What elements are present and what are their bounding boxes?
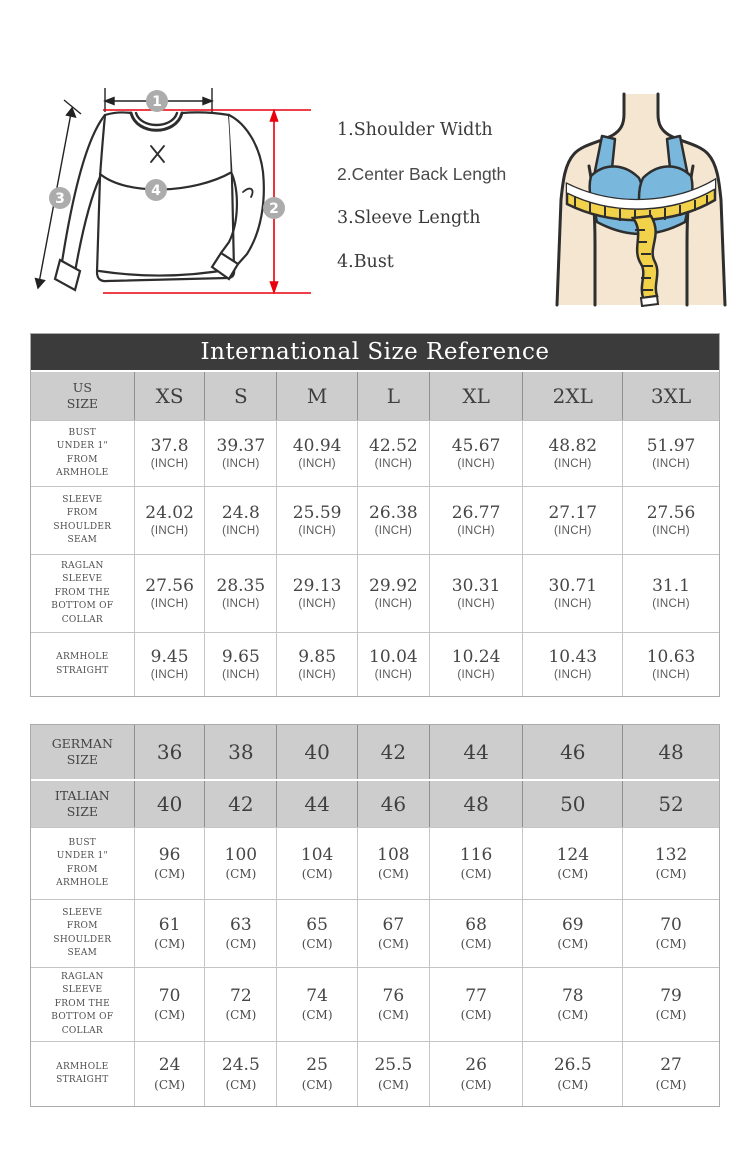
measure-label: ARMHOLE STRAIGHT bbox=[56, 652, 109, 676]
size-value-cell bbox=[204, 900, 276, 967]
size-column-header bbox=[276, 372, 357, 420]
table-row bbox=[31, 420, 719, 486]
size-value-cell bbox=[134, 633, 205, 696]
size-value: 9.45 bbox=[150, 646, 189, 667]
svg-text:2: 2 bbox=[269, 201, 279, 217]
cm-table-body bbox=[31, 725, 719, 1106]
size-value-cell bbox=[429, 968, 523, 1041]
size-value: 29.13 bbox=[292, 575, 342, 596]
unit-label: (INCH) bbox=[150, 458, 189, 471]
unit-label: (INCH) bbox=[298, 458, 336, 471]
size-value-cell bbox=[522, 900, 622, 967]
unit-label: (CM) bbox=[225, 1077, 257, 1092]
size-letter: 3XL bbox=[650, 384, 692, 408]
table-row bbox=[31, 899, 719, 967]
marker-3-badge bbox=[49, 187, 71, 209]
size-value: 10.63 bbox=[646, 646, 696, 667]
measure-label: BUST UNDER 1" FROM ARMHOLE bbox=[56, 837, 109, 888]
unit-label: (CM) bbox=[557, 937, 589, 952]
size-value-cell bbox=[357, 421, 429, 486]
measure-label: RAGLAN SLEEVE FROM THE BOTTOM OF COLLAR bbox=[51, 560, 114, 625]
unit-label: (INCH) bbox=[457, 669, 495, 682]
unit-label: (INCH) bbox=[374, 669, 413, 682]
size-value-cell bbox=[429, 487, 523, 554]
size-value: 26.38 bbox=[369, 502, 418, 523]
size-value: 61 bbox=[158, 914, 181, 935]
size-value-cell bbox=[276, 555, 357, 632]
legend-item-center-back-length: 2.Center Back Length bbox=[337, 164, 507, 184]
unit-label: (INCH) bbox=[150, 669, 189, 682]
size-value: 72 bbox=[230, 985, 252, 1006]
size-number: 48 bbox=[463, 792, 489, 816]
size-value-cell bbox=[622, 968, 719, 1041]
size-value: 26 bbox=[465, 1055, 487, 1076]
unit-label: (CM) bbox=[154, 867, 186, 882]
size-value-cell bbox=[204, 1042, 276, 1106]
unit-label: (INCH) bbox=[222, 598, 260, 611]
size-column-header bbox=[429, 725, 523, 779]
size-value-cell bbox=[622, 828, 719, 899]
size-value: 30.31 bbox=[451, 575, 501, 596]
size-number: 40 bbox=[304, 740, 330, 764]
unit-label: (INCH) bbox=[150, 598, 189, 611]
size-number: 44 bbox=[304, 792, 330, 816]
size-value-cell bbox=[357, 487, 429, 554]
table-title: International Size Reference bbox=[31, 334, 719, 372]
unit-label: (CM) bbox=[377, 937, 409, 952]
size-value-cell bbox=[357, 1042, 429, 1106]
size-row-label bbox=[31, 421, 134, 486]
size-value-cell bbox=[134, 1042, 205, 1106]
table-row bbox=[31, 372, 719, 420]
shirt-drawing bbox=[55, 112, 264, 290]
size-value: 96 bbox=[158, 844, 181, 865]
size-value-cell bbox=[429, 555, 523, 632]
size-value: 31.1 bbox=[652, 575, 690, 596]
unit-label: (INCH) bbox=[652, 598, 690, 611]
size-value-cell bbox=[276, 828, 357, 899]
size-value: 24 bbox=[158, 1055, 181, 1076]
size-value-cell bbox=[429, 633, 523, 696]
size-value: 10.24 bbox=[451, 646, 501, 667]
size-value: 26.5 bbox=[553, 1055, 592, 1076]
size-value: 27.56 bbox=[145, 575, 194, 596]
size-row-label bbox=[31, 781, 134, 827]
size-value: 40.94 bbox=[292, 435, 342, 456]
size-value: 76 bbox=[382, 985, 405, 1006]
size-value-cell bbox=[622, 633, 719, 696]
unit-label: (INCH) bbox=[457, 458, 495, 471]
us-size-label: US SIZE bbox=[66, 380, 98, 411]
table-row bbox=[31, 967, 719, 1041]
measure-label: SLEEVE FROM SHOULDER SEAM bbox=[53, 907, 112, 958]
unit-label: (INCH) bbox=[150, 525, 189, 538]
unit-label: (INCH) bbox=[374, 598, 413, 611]
unit-label: (CM) bbox=[225, 867, 257, 882]
size-value-cell bbox=[522, 968, 622, 1041]
size-row-label bbox=[31, 1042, 134, 1106]
size-value: 10.43 bbox=[548, 646, 598, 667]
size-column-header bbox=[429, 372, 523, 420]
size-number: 36 bbox=[156, 740, 183, 764]
unit-label: (CM) bbox=[655, 1008, 687, 1023]
unit-label: (CM) bbox=[301, 1008, 333, 1023]
size-value: 78 bbox=[561, 985, 584, 1006]
svg-text:3: 3 bbox=[55, 191, 65, 207]
marker-4-badge bbox=[145, 179, 167, 201]
unit-label: (INCH) bbox=[554, 669, 592, 682]
size-letter: XS bbox=[155, 384, 184, 408]
size-value-cell bbox=[357, 900, 429, 967]
size-value: 132 bbox=[654, 844, 688, 865]
size-value: 27.56 bbox=[646, 502, 696, 523]
size-number: 50 bbox=[560, 792, 586, 816]
size-value-cell bbox=[357, 633, 429, 696]
size-value: 25 bbox=[306, 1055, 328, 1076]
size-value-cell bbox=[622, 1042, 719, 1106]
size-value: 124 bbox=[556, 844, 590, 865]
size-value: 70 bbox=[660, 914, 682, 935]
size-value-cell bbox=[204, 487, 276, 554]
size-value: 37.8 bbox=[150, 435, 189, 456]
table-row bbox=[31, 827, 719, 899]
inch-size-table bbox=[30, 333, 720, 697]
size-value-cell bbox=[134, 555, 205, 632]
size-value: 104 bbox=[300, 844, 334, 865]
size-value-cell bbox=[622, 487, 719, 554]
unit-label: (CM) bbox=[557, 1008, 589, 1023]
size-value: 27 bbox=[660, 1055, 682, 1076]
measurement-legend bbox=[337, 120, 552, 296]
size-row-label bbox=[31, 555, 134, 632]
size-value-cell bbox=[522, 487, 622, 554]
size-row-label bbox=[31, 968, 134, 1041]
size-value-cell bbox=[522, 555, 622, 632]
size-value-cell bbox=[204, 555, 276, 632]
unit-label: (CM) bbox=[557, 867, 589, 882]
size-letter: L bbox=[386, 384, 401, 408]
marker-1-badge bbox=[146, 90, 168, 112]
size-value-cell bbox=[622, 555, 719, 632]
size-value-cell bbox=[429, 421, 523, 486]
size-value-cell bbox=[204, 828, 276, 899]
size-value: 42.52 bbox=[369, 435, 418, 456]
unit-label: (INCH) bbox=[554, 598, 592, 611]
size-column-header bbox=[357, 372, 429, 420]
table-row bbox=[31, 779, 719, 827]
size-value-cell bbox=[357, 828, 429, 899]
size-value-cell bbox=[276, 487, 357, 554]
size-value: 24.02 bbox=[145, 502, 194, 523]
table-row bbox=[31, 632, 719, 696]
unit-label: (CM) bbox=[557, 1077, 589, 1092]
size-value-cell bbox=[276, 900, 357, 967]
size-column-header bbox=[204, 781, 276, 827]
size-value-cell bbox=[522, 421, 622, 486]
unit-label: (CM) bbox=[301, 867, 333, 882]
size-value: 10.04 bbox=[369, 646, 418, 667]
size-number: 48 bbox=[658, 740, 684, 764]
size-column-header bbox=[522, 781, 622, 827]
size-value: 9.65 bbox=[221, 646, 260, 667]
unit-label: (INCH) bbox=[298, 598, 336, 611]
unit-label: (CM) bbox=[655, 937, 687, 952]
size-column-header bbox=[429, 781, 523, 827]
size-value-cell bbox=[134, 828, 205, 899]
size-system-label: ITALIAN SIZE bbox=[54, 788, 110, 819]
size-value: 39.37 bbox=[216, 435, 266, 456]
inch-table-body bbox=[31, 372, 719, 696]
unit-label: (CM) bbox=[377, 1077, 409, 1092]
size-column-header bbox=[622, 372, 719, 420]
unit-label: (INCH) bbox=[652, 525, 690, 538]
unit-label: (CM) bbox=[154, 1077, 186, 1092]
size-value-cell bbox=[276, 1042, 357, 1106]
unit-label: (CM) bbox=[225, 937, 257, 952]
unit-label: (CM) bbox=[377, 867, 409, 882]
size-column-header bbox=[522, 372, 622, 420]
size-value-cell bbox=[134, 421, 205, 486]
size-value-cell bbox=[522, 633, 622, 696]
size-column-header bbox=[276, 781, 357, 827]
size-value: 74 bbox=[306, 985, 328, 1006]
svg-text:1: 1 bbox=[152, 94, 162, 110]
size-value-cell bbox=[276, 633, 357, 696]
unit-label: (INCH) bbox=[374, 458, 413, 471]
size-value-cell bbox=[429, 1042, 523, 1106]
size-value-cell bbox=[204, 968, 276, 1041]
size-value: 68 bbox=[465, 914, 487, 935]
unit-label: (INCH) bbox=[374, 525, 413, 538]
size-value: 28.35 bbox=[216, 575, 266, 596]
unit-label: (INCH) bbox=[457, 525, 495, 538]
size-value: 25.59 bbox=[292, 502, 342, 523]
size-value-cell bbox=[429, 828, 523, 899]
size-value: 48.82 bbox=[548, 435, 598, 456]
size-value-cell bbox=[622, 900, 719, 967]
size-value-cell bbox=[522, 1042, 622, 1106]
size-value-cell bbox=[276, 421, 357, 486]
size-column-header bbox=[622, 725, 719, 779]
svg-text:4: 4 bbox=[151, 183, 161, 199]
size-value: 29.92 bbox=[369, 575, 418, 596]
unit-label: (INCH) bbox=[222, 458, 260, 471]
unit-label: (CM) bbox=[655, 867, 687, 882]
size-value-cell bbox=[204, 633, 276, 696]
size-row-label bbox=[31, 828, 134, 899]
unit-label: (INCH) bbox=[554, 458, 592, 471]
size-value: 69 bbox=[561, 914, 584, 935]
unit-label: (CM) bbox=[225, 1008, 257, 1023]
size-number: 46 bbox=[380, 792, 407, 816]
size-letter: XL bbox=[462, 384, 490, 408]
size-number: 46 bbox=[560, 740, 586, 764]
size-column-header bbox=[134, 372, 205, 420]
cm-size-table bbox=[30, 724, 720, 1107]
size-value-cell bbox=[204, 421, 276, 486]
size-letter: M bbox=[306, 384, 328, 408]
size-value: 24.8 bbox=[221, 502, 260, 523]
size-value-cell bbox=[134, 487, 205, 554]
size-value-cell bbox=[622, 421, 719, 486]
unit-label: (CM) bbox=[460, 937, 492, 952]
size-row-label bbox=[31, 725, 134, 779]
unit-label: (CM) bbox=[460, 867, 492, 882]
size-system-label: GERMAN SIZE bbox=[51, 736, 113, 767]
unit-label: (CM) bbox=[460, 1077, 492, 1092]
size-value-cell bbox=[276, 968, 357, 1041]
size-number: 40 bbox=[156, 792, 183, 816]
legend-item-shoulder-width: 1.Shoulder Width bbox=[337, 120, 493, 140]
size-column-header bbox=[276, 725, 357, 779]
size-value: 51.97 bbox=[646, 435, 696, 456]
unit-label: (CM) bbox=[655, 1077, 687, 1092]
bust-measuring-illustration bbox=[545, 92, 737, 307]
size-number: 42 bbox=[228, 792, 254, 816]
size-value-cell bbox=[357, 968, 429, 1041]
size-letter: S bbox=[234, 384, 248, 408]
size-row-label bbox=[31, 900, 134, 967]
size-value: 67 bbox=[382, 914, 405, 935]
size-value: 30.71 bbox=[548, 575, 598, 596]
table-row bbox=[31, 554, 719, 632]
unit-label: (CM) bbox=[301, 1077, 333, 1092]
table-row bbox=[31, 1041, 719, 1106]
size-value-cell bbox=[357, 555, 429, 632]
size-number: 42 bbox=[380, 740, 407, 764]
size-value: 100 bbox=[224, 844, 258, 865]
size-row-label bbox=[31, 487, 134, 554]
size-row-label bbox=[31, 633, 134, 696]
unit-label: (CM) bbox=[301, 937, 333, 952]
size-letter: 2XL bbox=[552, 384, 593, 408]
size-value: 70 bbox=[158, 985, 181, 1006]
size-value: 63 bbox=[230, 914, 252, 935]
legend-item-bust: 4.Bust bbox=[337, 252, 394, 272]
size-column-header bbox=[134, 725, 205, 779]
size-column-header bbox=[522, 725, 622, 779]
size-value: 26.77 bbox=[451, 502, 501, 523]
size-number: 38 bbox=[228, 740, 254, 764]
table-row bbox=[31, 725, 719, 779]
size-value: 9.85 bbox=[298, 646, 337, 667]
legend-item-sleeve-length: 3.Sleeve Length bbox=[337, 208, 481, 228]
measure-label: SLEEVE FROM SHOULDER SEAM bbox=[53, 494, 112, 545]
size-value: 65 bbox=[306, 914, 328, 935]
unit-label: (CM) bbox=[460, 1008, 492, 1023]
marker-2-badge bbox=[263, 197, 285, 219]
unit-label: (INCH) bbox=[652, 458, 690, 471]
unit-label: (INCH) bbox=[298, 669, 336, 682]
size-column-header bbox=[204, 372, 276, 420]
shirt-measurement-diagram bbox=[15, 82, 330, 307]
unit-label: (INCH) bbox=[554, 525, 592, 538]
size-column-header bbox=[357, 725, 429, 779]
unit-label: (CM) bbox=[377, 1008, 409, 1023]
size-value-cell bbox=[134, 968, 205, 1041]
size-value: 79 bbox=[660, 985, 682, 1006]
unit-label: (INCH) bbox=[652, 669, 690, 682]
size-value: 25.5 bbox=[374, 1055, 413, 1076]
size-column-header bbox=[134, 781, 205, 827]
size-value: 77 bbox=[465, 985, 487, 1006]
size-value-cell bbox=[522, 828, 622, 899]
unit-label: (INCH) bbox=[457, 598, 495, 611]
measure-label: BUST UNDER 1" FROM ARMHOLE bbox=[56, 427, 109, 478]
size-value: 116 bbox=[459, 844, 493, 865]
measure-label: ARMHOLE STRAIGHT bbox=[56, 1061, 109, 1085]
size-value: 45.67 bbox=[451, 435, 501, 456]
size-value: 27.17 bbox=[548, 502, 598, 523]
size-number: 52 bbox=[658, 792, 684, 816]
size-column-header bbox=[622, 781, 719, 827]
size-column-header bbox=[357, 781, 429, 827]
table-row bbox=[31, 486, 719, 554]
size-value: 108 bbox=[377, 844, 410, 865]
unit-label: (INCH) bbox=[298, 525, 336, 538]
size-value-cell bbox=[134, 900, 205, 967]
size-number: 44 bbox=[463, 740, 489, 764]
unit-label: (CM) bbox=[154, 937, 186, 952]
size-value: 24.5 bbox=[221, 1055, 260, 1076]
size-column-header bbox=[204, 725, 276, 779]
measure-label: RAGLAN SLEEVE FROM THE BOTTOM OF COLLAR bbox=[51, 971, 114, 1036]
unit-label: (INCH) bbox=[222, 669, 260, 682]
unit-label: (CM) bbox=[154, 1008, 186, 1023]
size-row-label bbox=[31, 372, 134, 420]
unit-label: (INCH) bbox=[222, 525, 260, 538]
size-value-cell bbox=[429, 900, 523, 967]
